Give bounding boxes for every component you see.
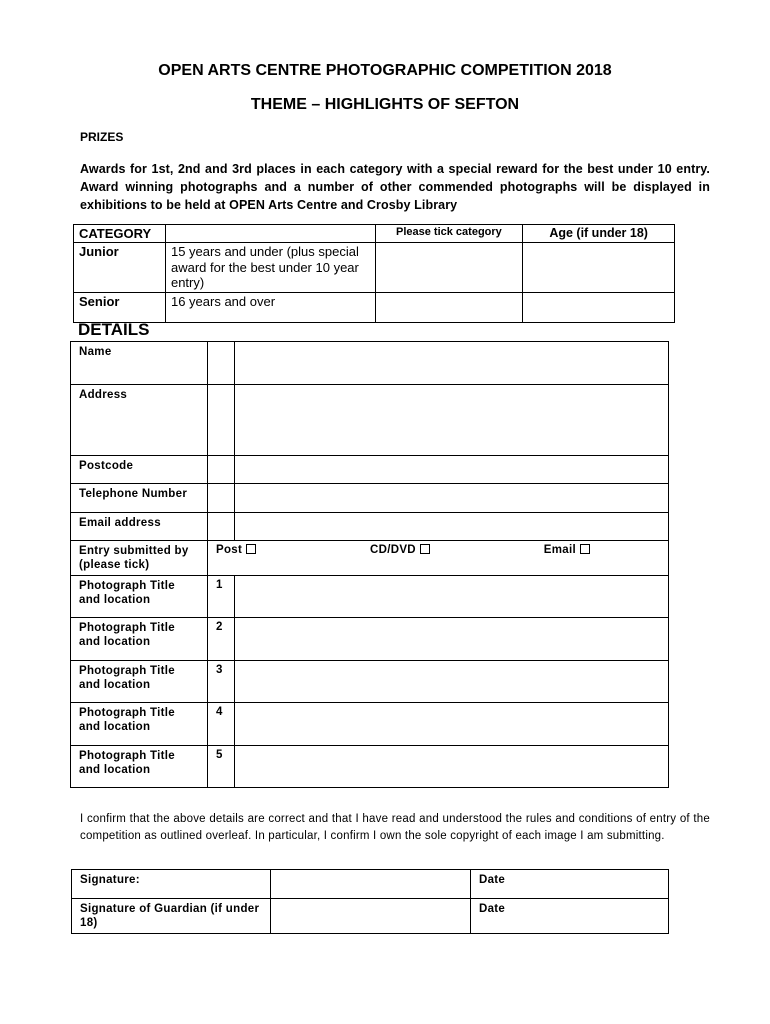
prizes-text: Awards for 1st, 2nd and 3rd places in each category with a special reward for the best under 10 entry. Award winning photographs and a number of other commended photographs will be displayed in exhibitions to be held at OPEN Arts Centre and Crosby Library [80, 162, 710, 212]
cd-dvd-checkbox[interactable] [420, 544, 430, 554]
photo-4-field[interactable] [235, 703, 669, 746]
category-senior-label: Senior [74, 292, 166, 322]
category-junior-description: 15 years and under (plus special award for the best under 10 year entry) [165, 243, 375, 293]
email-field[interactable] [235, 513, 669, 541]
signature-label: Signature: [72, 870, 271, 899]
form-title: OPEN ARTS CENTRE PHOTOGRAPHIC COMPETITION 2018 [158, 62, 612, 79]
option-cd-dvd[interactable] [370, 544, 430, 556]
senior-tick-field[interactable] [375, 292, 523, 322]
tick-header: Please tick category [375, 225, 523, 243]
photo-2-field[interactable] [235, 618, 669, 661]
telephone-mid-cell [208, 484, 235, 513]
signature-table [71, 869, 669, 934]
photo-3-field[interactable] [235, 661, 669, 703]
photo-3-label: Photograph Title and location [71, 661, 208, 703]
age-header: Age (if under 18) [523, 225, 675, 243]
email-mid-cell [208, 513, 235, 541]
address-field[interactable] [235, 385, 669, 456]
option-email[interactable] [544, 544, 590, 556]
category-header: CATEGORY [74, 225, 166, 243]
postcode-label: Postcode [71, 456, 208, 484]
category-senior-description: 16 years and over [165, 292, 375, 322]
junior-tick-field[interactable] [375, 243, 523, 293]
junior-age-field[interactable] [523, 243, 675, 293]
category-header-blank [165, 225, 375, 243]
address-mid-cell [208, 385, 235, 456]
email-label: Email address [71, 513, 208, 541]
details-table [70, 341, 669, 788]
signature-field[interactable] [271, 870, 471, 899]
photo-1-number: 1 [208, 576, 235, 618]
photo-3-number: 3 [208, 661, 235, 703]
category-junior-label: Junior [74, 243, 166, 293]
guardian-date-label[interactable]: Date [471, 899, 669, 934]
name-mid-cell [208, 342, 235, 385]
photo-4-number: 4 [208, 703, 235, 746]
post-checkbox[interactable] [246, 544, 256, 554]
address-label: Address [71, 385, 208, 456]
photo-5-label: Photograph Title and location [71, 746, 208, 788]
name-label: Name [71, 342, 208, 385]
name-field[interactable] [235, 342, 669, 385]
guardian-signature-field[interactable] [271, 899, 471, 934]
confirmation-text: I confirm that the above details are correct and that I have read and understood the rules and conditions of entry of the competition as outlined overleaf. In particular, I confirm I own the sole copyright of each image I am submitting. [80, 813, 710, 842]
photo-2-number: 2 [208, 618, 235, 661]
photo-5-number: 5 [208, 746, 235, 788]
theme-title: THEME – HIGHLIGHTS OF SEFTON [250, 96, 520, 113]
telephone-label: Telephone Number [71, 484, 208, 513]
telephone-field[interactable] [235, 484, 669, 513]
email-checkbox[interactable] [580, 544, 590, 554]
photo-2-label: Photograph Title and location [71, 618, 208, 661]
entry-options-cell [208, 541, 669, 576]
photo-4-label: Photograph Title and location [71, 703, 208, 746]
details-heading: DETAILS [78, 320, 150, 339]
option-cd-dvd-label: CD/DVD [370, 544, 416, 556]
guardian-signature-label: Signature of Guardian (if under 18) [72, 899, 271, 934]
senior-age-field[interactable] [523, 292, 675, 322]
option-email-label: Email [543, 544, 576, 556]
option-post-label: Post [216, 544, 243, 556]
postcode-mid-cell [208, 456, 235, 484]
option-post[interactable] [216, 544, 256, 556]
photo-1-field[interactable] [235, 576, 669, 618]
prizes-heading: PRIZES [80, 130, 124, 144]
photo-1-label: Photograph Title and location [71, 576, 208, 618]
entry-submitted-label: Entry submitted by (please tick) [71, 541, 208, 576]
category-table [73, 224, 675, 323]
photo-5-field[interactable] [235, 746, 669, 788]
postcode-field[interactable] [235, 456, 669, 484]
signature-date-label[interactable]: Date [471, 870, 669, 899]
